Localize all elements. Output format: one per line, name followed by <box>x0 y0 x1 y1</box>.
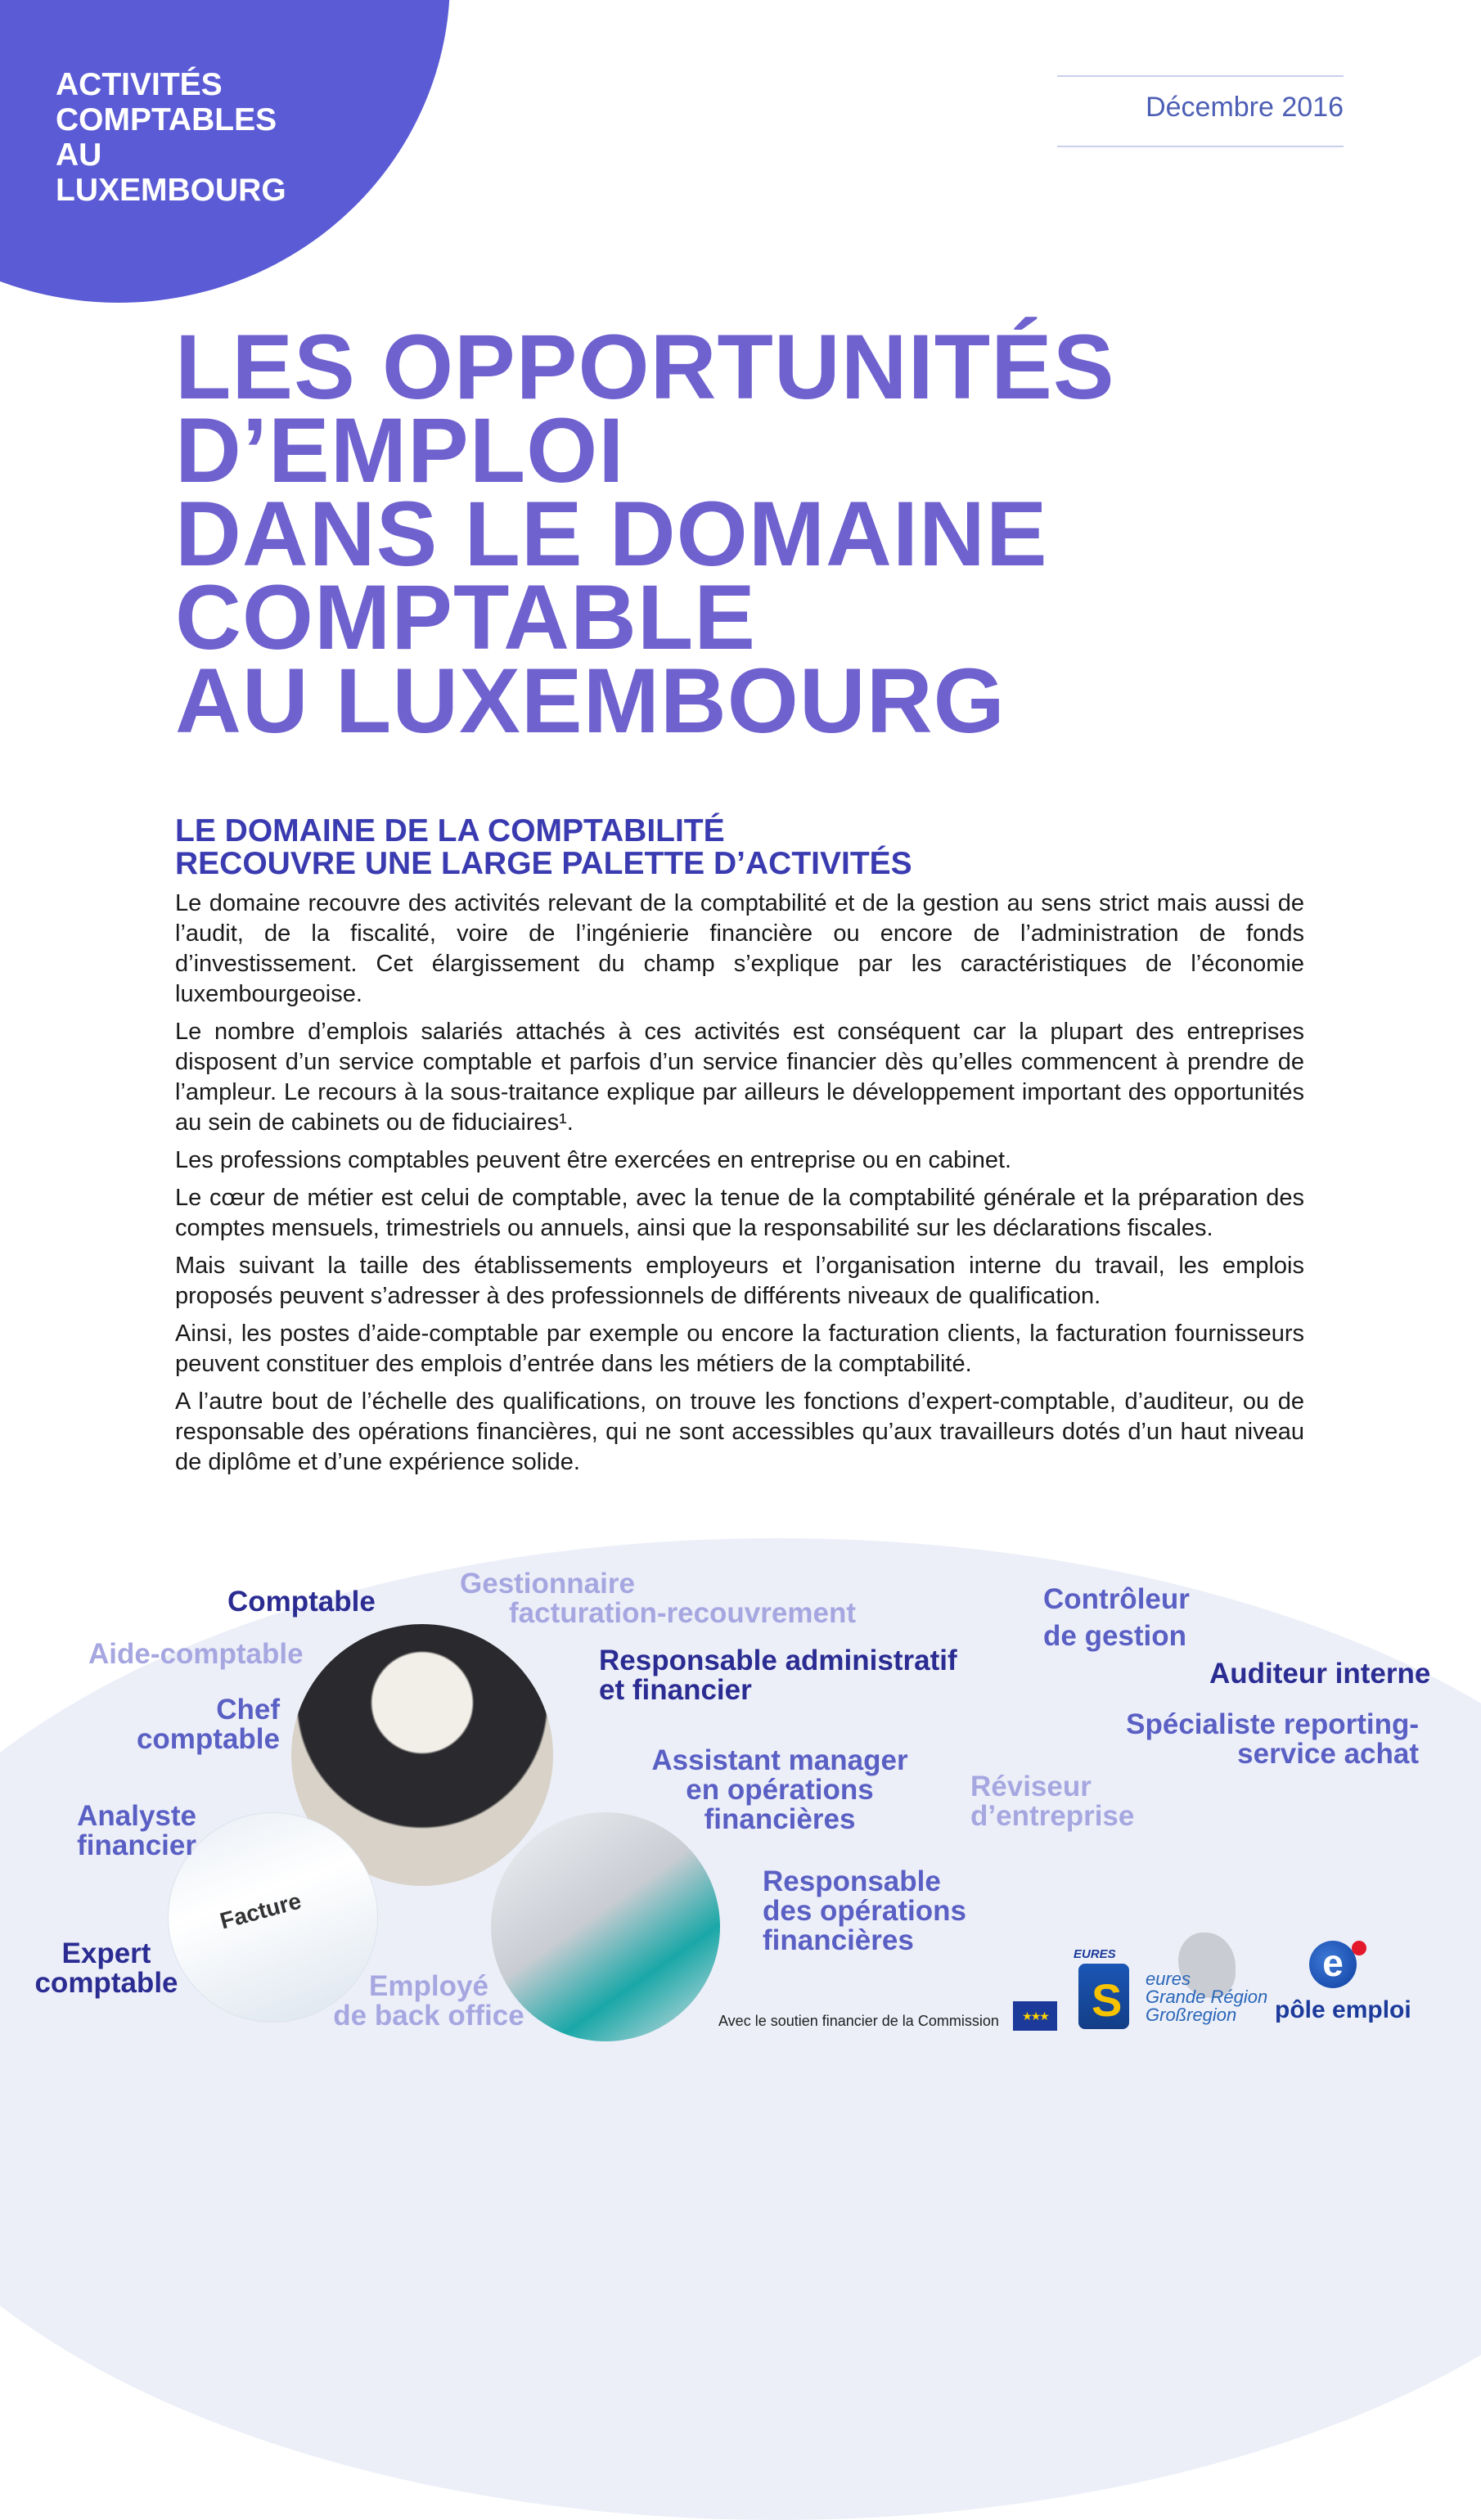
grande-region-logo <box>1146 1970 1267 2024</box>
job-line: Analyste <box>77 1800 196 1832</box>
job-auditeur-interne <box>1209 1659 1430 1689</box>
job-expert-comptable <box>31 1939 182 1998</box>
job-line: Auditeur interne <box>1209 1658 1431 1690</box>
body-text <box>175 889 1304 1485</box>
title-line: AU LUXEMBOURG <box>175 650 1006 752</box>
job-line: Comptable <box>227 1586 376 1618</box>
eu-flag-logo: ★★★ <box>1013 2001 1057 2031</box>
paragraph: Le cœur de métier est celui de comptable, avec la tenue de la comptabilité générale et la préparation des comptes mensuels, trimestriels ou annuels, ainsi que la responsabilité sur les déclarations fiscales. <box>175 1185 1304 1241</box>
job-specialiste-reporting <box>1110 1710 1419 1769</box>
date-rule-top <box>1057 75 1344 77</box>
job-line: facturation-recouvrement <box>509 1597 856 1629</box>
corner-line: AU <box>56 137 102 173</box>
title-line: LES OPPORTUNITÉS <box>175 316 1115 418</box>
section-heading-line: LE DOMAINE DE LA COMPTABILITÉ <box>175 813 725 848</box>
job-assistant-manager <box>645 1746 915 1834</box>
job-line: Responsable <box>763 1865 941 1897</box>
job-line: Contrôleur <box>1043 1583 1190 1615</box>
eures-mark: S <box>1092 1974 1123 2026</box>
job-controleur <box>1043 1581 1190 1654</box>
job-gestionnaire <box>460 1569 856 1628</box>
job-line: Assistant manager <box>651 1744 908 1776</box>
job-line: comptable <box>34 1967 178 1999</box>
job-line: Spécialiste reporting- <box>1126 1708 1419 1740</box>
paragraph: A l’autre bout de l’échelle des qualifications, on trouve les fonctions d’expert-comptable, d’auditeur, ou de responsable des opérations financières, qui ne sont accessibles qu’aux travailleurs dotés d’un haut niveau de diplôme et d’une expérience solide. <box>175 1388 1304 1475</box>
paragraph: Les professions comptables peuvent être exercées en entreprise ou en cabinet. <box>175 1147 1012 1173</box>
job-aide-comptable <box>88 1640 304 1669</box>
paragraph: Mais suivant la taille des établissements employeurs et l’organisation interne du travail, les emplois proposés peuvent s’adresser à des professionnels de différents niveaux de qualification. <box>175 1253 1304 1309</box>
job-line: Chef <box>216 1694 280 1726</box>
job-line: Responsable administratif <box>599 1645 957 1676</box>
paragraph: Ainsi, les postes d’aide-comptable par exemple ou encore la facturation clients, la facturation fournisseurs peuvent constituer des emplois d’entrée dans les métiers de la comptabilité. <box>175 1321 1304 1377</box>
corner-label <box>56 67 399 208</box>
date-rule-bottom <box>1057 146 1344 147</box>
job-line: Employé <box>369 1970 488 2002</box>
job-line: en opérations <box>686 1774 874 1806</box>
eures-label: EURES <box>1074 1947 1116 1961</box>
job-reviseur <box>970 1772 1134 1831</box>
grande-region-line: eures <box>1146 1969 1191 1989</box>
job-line: et financier <box>599 1674 752 1706</box>
job-line: des opérations <box>763 1895 966 1927</box>
pole-emploi-dot <box>1352 1941 1366 1955</box>
job-line: service achat <box>1237 1738 1419 1770</box>
corner-line: COMPTABLES <box>56 102 277 137</box>
job-responsable-administratif <box>599 1646 957 1705</box>
job-comptable <box>227 1587 376 1617</box>
job-line: de back office <box>333 2000 524 2032</box>
publication-date: Décembre 2016 <box>1146 92 1344 123</box>
pole-emploi-logo-icon: e <box>1309 1941 1357 1988</box>
job-line: financier <box>77 1829 196 1861</box>
job-line: Expert <box>61 1937 151 1969</box>
section-heading-line: RECOUVRE UNE LARGE PALETTE D’ACTIVITÉS <box>175 846 912 881</box>
job-responsable-operations <box>763 1867 966 1955</box>
title-line: COMPTABLE <box>175 566 756 668</box>
job-line: de gestion <box>1043 1620 1187 1652</box>
title-line: DANS LE DOMAINE <box>175 483 1048 585</box>
job-analyste-financier <box>49 1802 196 1861</box>
paragraph: Le domaine recouvre des activités relevant de la comptabilité et de la gestion au sens strict mais aussi de l’audit, de la fiscalité, voire de l’ingénierie financière ou encore de l’administration de fonds d’investissement. Cet élargissement du champ s’explique par les caractéristiques de l’économie luxembourgeoise. <box>175 890 1304 1007</box>
job-chef-comptable <box>131 1695 280 1754</box>
title-line: D’EMPLOI <box>175 399 625 502</box>
section-heading <box>175 815 912 880</box>
job-line: Gestionnaire <box>460 1568 635 1600</box>
job-line: comptable <box>136 1723 280 1755</box>
page-title <box>175 316 1115 752</box>
job-employe-back-office <box>329 1972 529 2031</box>
job-line: financières <box>704 1803 856 1835</box>
pole-emploi-name: pôle emploi <box>1275 1996 1411 2023</box>
grande-region-line: Großregion <box>1146 2005 1237 2025</box>
paragraph: Le nombre d’emplois salariés attachés à ces activités est conséquent car la plupart des entreprises disposent d’un service comptable et parfois d’un service financier dès qu’elles commencent à prendre de l’ampleur. Le recours à la sous-traitance explique par ailleurs le développement important des opportunités au sein de cabinets ou de fiduciaires¹. <box>175 1019 1304 1136</box>
job-line: financières <box>763 1924 914 1956</box>
grande-region-line: Grande Région <box>1146 1987 1268 2007</box>
job-line: Réviseur <box>970 1771 1092 1802</box>
funding-note: Avec le soutien financier de la Commission <box>718 2013 999 2029</box>
corner-line: ACTIVITÉS <box>56 67 223 102</box>
invoice-label: Facture <box>217 1888 304 1934</box>
corner-line: LUXEMBOURG <box>56 173 286 208</box>
job-line: d’entreprise <box>970 1800 1135 1832</box>
job-line: Aide-comptable <box>88 1638 304 1670</box>
